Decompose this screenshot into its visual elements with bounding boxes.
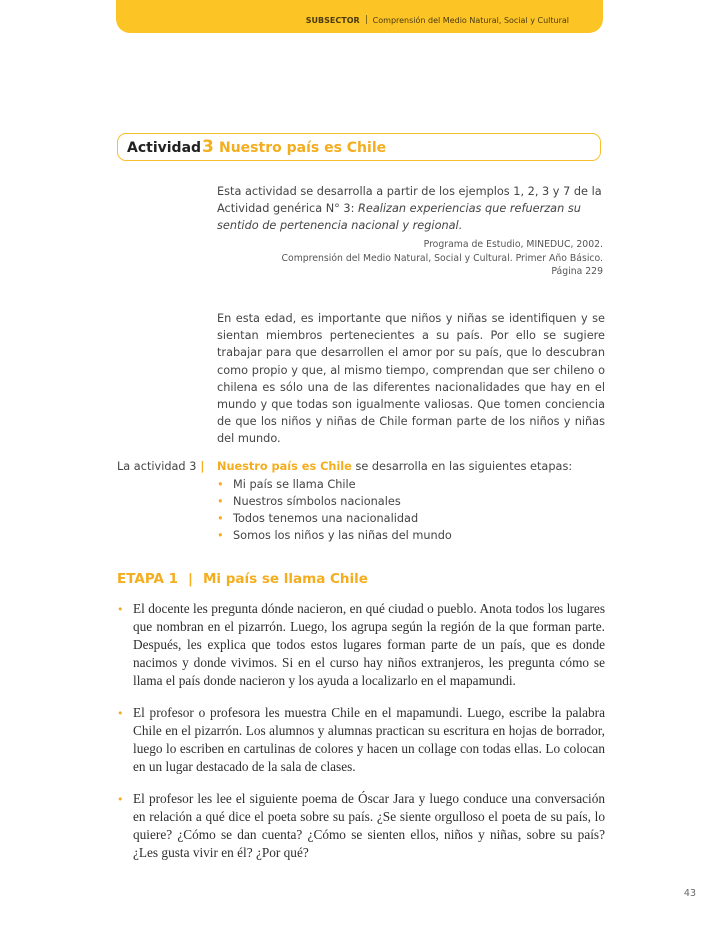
reference-line: Página 229 [551,266,603,277]
stage-heading-separator: | [188,571,193,587]
bullet-icon: • [117,707,124,720]
subsector-label: SUBSECTOR [305,16,360,25]
intro-italic-text: Realizan experiencias que refuerzan su sentido de pertenencia nacional y regional. [217,202,581,232]
body-item-text: El profesor les lee el siguiente poema de Óscar Jara y luego conduce una conversación en relación a qué dice el poeta sobre su país. ¿Se siente orgulloso el poeta de su país, lo quiere? ¿Cómo se dan cuenta? ¿Cómo se sienten ellos, niños y niñas, sobre su país? ¿Les gusta vivir en él? ¿Por qué? [133,791,605,860]
body-item-text: El docente les pregunta dónde nacieron, en qué ciudad o pueblo. Anota todos los lugares que nombran en el pizarrón. Luego, los agrupa según la región de la que forman parte. Después, les explica que todos estos lugares forman parte de un país, que es donde nacimos y donde vivimos. Si en el curso hay niños extranjeros, les pregunta cómo se llama el país donde nacieron y los ayuda a localizarlo en el mapamundi. [133,601,605,688]
bullet-icon: • [217,512,224,525]
header-band [116,0,603,33]
stages-intro [217,460,572,473]
subject-title: Comprensión del Medio Natural, Social y Cultural [372,16,569,25]
stage-heading-label: ETAPA 1 [117,571,179,587]
reference-line: Comprensión del Medio Natural, Social y Cultural. Primer Año Básico. [281,252,603,264]
reference-line: Programa de Estudio, MINEDUC, 2002. [423,239,603,250]
list-item [217,493,452,510]
stage-body-list [117,600,605,876]
intro-text: Esta actividad se desarrolla a partir de los ejemplos 1, 2, 3 y 7 de la Actividad genérica N° 3: [217,185,602,215]
list-item [217,510,452,527]
list-item [117,790,605,862]
bullet-icon: • [117,603,124,616]
stages-list [217,476,452,544]
reference-citation [203,238,603,279]
stage-item-label: Somos los niños y las niñas del mundo [233,529,452,542]
stage-item-label: Mi país se llama Chile [233,478,356,491]
bullet-icon: • [217,478,224,491]
stages-label [117,460,205,473]
page-number: 43 [683,888,696,899]
header-divider [366,15,367,24]
bullet-icon: • [217,495,224,508]
stage-heading-title: Mi país se llama Chile [202,571,368,587]
activity-number: 3 [202,137,214,157]
list-item [117,704,605,776]
body-item-text: El profesor o profesora les muestra Chile en el mapamundi. Luego, escribe la palabra Chile en el pizarrón. Los alumnos y alumnas practican su escritura en hojas de borrador, luego lo escriben en cartulinas de colores y hacen un collage con todas ellas. Lo colocan en un lugar destacado de la sala de clases. [133,705,605,774]
stage-item-label: Todos tenemos una nacionalidad [233,512,419,525]
stage-heading [117,571,368,587]
stages-intro-text: se desarrolla en las siguientes etapas: [351,460,573,473]
stages-highlight: Nuestro país es Chile [217,460,352,473]
stages-label-text: La actividad 3 [117,460,197,473]
main-paragraph: En esta edad, es importante que niños y niñas se identifiquen y se sientan miembros pertenecientes a su país. Por ello se sugiere trabajar para que desarrollen el amor por su país, que lo descubran como propio y que, al mismo tiempo, comprendan que ser chileno o chilena es sólo una de las diferentes nacionalidades que hay en el mundo y que todas son igualmente valiosas. Que tomen conciencia de que los niños y niñas de Chile forman parte de los niños y niñas del mundo. [217,312,605,446]
bullet-icon: • [217,529,224,542]
stages-separator: | [200,460,205,473]
stage-item-label: Nuestros símbolos nacionales [233,495,401,508]
activity-word: Actividad [127,140,202,156]
activity-title-box [117,133,601,161]
bullet-icon: • [117,793,124,806]
list-item [117,600,605,690]
list-item [217,527,452,544]
intro-paragraph [217,183,605,234]
list-item [217,476,452,493]
activity-title: Nuestro país es Chile [219,140,387,156]
